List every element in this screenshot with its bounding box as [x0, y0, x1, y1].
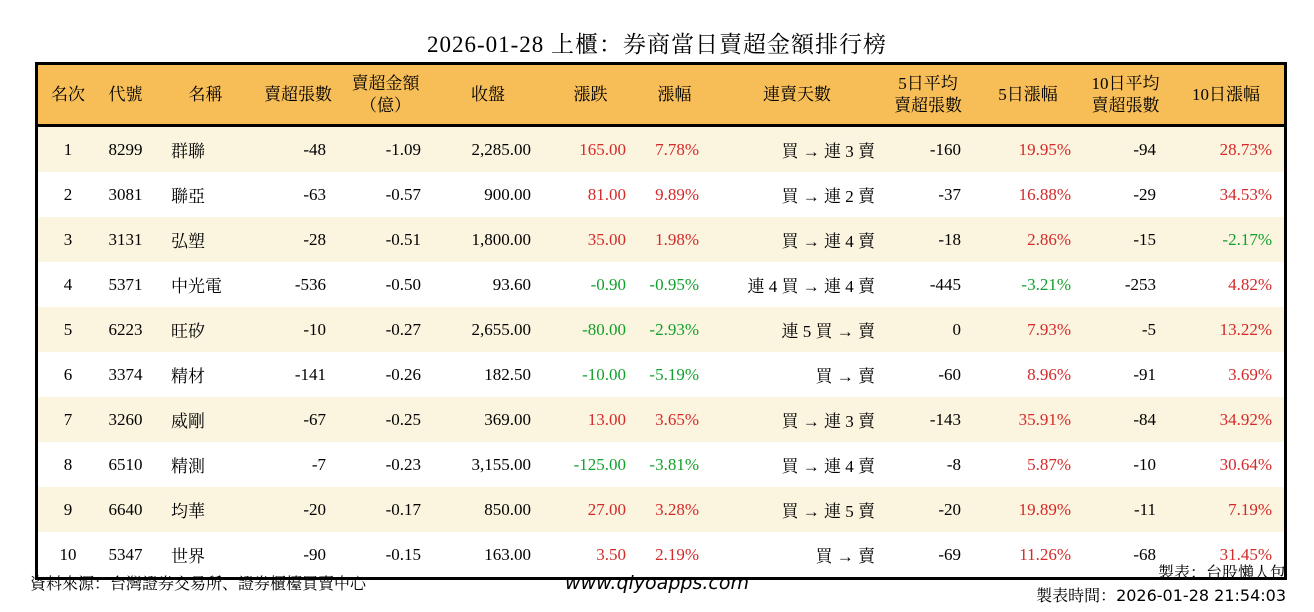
cell-sell_vol: -20: [303, 499, 326, 519]
cell-rank: 10: [59, 544, 77, 564]
cell-d10_pct: 7.19%: [1228, 499, 1272, 519]
cell-sell_amt: -0.15: [385, 544, 421, 564]
cell-close: 850.00: [484, 499, 531, 519]
cell-code: 6640: [108, 499, 143, 519]
cell-d5_pct: -3.21%: [1021, 274, 1071, 294]
cell-d5_vol: -8: [946, 454, 961, 474]
cell-name: 均華: [171, 502, 205, 521]
cell-rank: 1: [63, 139, 73, 159]
cell-chg_pct: 9.89%: [655, 184, 699, 204]
maker-label: 製表：台股懶人包: [1157, 563, 1286, 582]
cell-d5_pct: 8.96%: [1027, 364, 1071, 384]
cell-name: 聯亞: [171, 187, 205, 206]
cell-streak: 連 5 買 → 賣: [781, 322, 875, 341]
col-header-d5_vol: 5日平均 賣超張數: [883, 64, 973, 126]
cell-chg: 27.00: [587, 499, 626, 519]
data-source-note: 資料來源：台灣證券交易所、證券櫃檯買賣中心: [30, 576, 367, 593]
cell-close: 182.50: [484, 364, 531, 384]
cell-streak: 買 → 連 4 賣: [781, 457, 875, 476]
cell-chg_pct: 1.98%: [655, 229, 699, 249]
cell-d10_vol: -94: [1133, 139, 1156, 159]
cell-code: 6223: [108, 319, 143, 339]
credit-block: [1036, 561, 1286, 607]
cell-d5_vol: -60: [938, 364, 961, 384]
cell-sell_amt: -0.57: [385, 184, 421, 204]
col-header-sell_amt: 賣超金額 （億）: [338, 64, 433, 126]
cell-d10_pct: 3.69%: [1228, 364, 1272, 384]
cell-close: 93.60: [492, 274, 531, 294]
cell-d5_pct: 11.26%: [1019, 544, 1071, 564]
cell-code: 5371: [108, 274, 143, 294]
table-row: [37, 126, 1286, 173]
cell-chg: -10.00: [582, 364, 626, 384]
col-header-code: 代號: [98, 64, 153, 126]
col-header-chg: 漲跌: [543, 64, 638, 126]
made-time-label: 製表時間：2026-01-28 21:54:03: [1036, 586, 1286, 605]
cell-rank: 7: [63, 409, 73, 429]
cell-d10_pct: 4.82%: [1228, 274, 1272, 294]
col-header-name: 名稱: [153, 64, 258, 126]
cell-sell_amt: -0.25: [385, 409, 421, 429]
cell-chg_pct: -0.95%: [649, 274, 699, 294]
cell-d5_pct: 19.95%: [1018, 139, 1071, 159]
cell-chg: 3.50: [596, 544, 626, 564]
table-row: [37, 307, 1286, 352]
cell-sell_vol: -67: [303, 409, 326, 429]
cell-sell_amt: -0.26: [385, 364, 421, 384]
cell-chg_pct: -3.81%: [649, 454, 699, 474]
col-header-d10_pct: 10日漲幅: [1168, 64, 1286, 126]
cell-d5_pct: 16.88%: [1018, 184, 1071, 204]
table-row: [37, 487, 1286, 532]
cell-sell_vol: -90: [303, 544, 326, 564]
cell-code: 5347: [108, 544, 143, 564]
cell-name: 世界: [171, 547, 205, 566]
cell-sell_vol: -48: [303, 139, 326, 159]
cell-sell_vol: -141: [294, 364, 326, 384]
cell-d10_pct: 30.64%: [1219, 454, 1272, 474]
cell-d10_vol: -10: [1133, 454, 1156, 474]
cell-sell_vol: -28: [303, 229, 326, 249]
cell-chg: -125.00: [573, 454, 626, 474]
cell-sell_vol: -10: [303, 319, 326, 339]
cell-d5_vol: -160: [929, 139, 961, 159]
cell-name: 弘塑: [171, 232, 205, 251]
cell-d10_vol: -84: [1133, 409, 1156, 429]
cell-chg_pct: 2.19%: [655, 544, 699, 564]
header-row: [37, 64, 1286, 126]
cell-close: 900.00: [484, 184, 531, 204]
cell-d10_vol: -91: [1133, 364, 1156, 384]
cell-d5_vol: -445: [929, 274, 961, 294]
cell-rank: 9: [63, 499, 73, 519]
cell-streak: 買 → 連 3 賣: [781, 412, 875, 431]
col-header-d10_vol: 10日平均 賣超張數: [1083, 64, 1168, 126]
cell-sell_amt: -0.50: [385, 274, 421, 294]
cell-rank: 2: [63, 184, 73, 204]
cell-name: 中光電: [171, 277, 222, 296]
cell-sell_amt: -0.27: [385, 319, 421, 339]
cell-chg: 165.00: [579, 139, 626, 159]
cell-d10_pct: 34.92%: [1219, 409, 1272, 429]
cell-chg: 35.00: [587, 229, 626, 249]
cell-chg_pct: 7.78%: [655, 139, 699, 159]
cell-d10_pct: 34.53%: [1219, 184, 1272, 204]
cell-streak: 買 → 連 2 賣: [781, 187, 875, 206]
table-row: [37, 262, 1286, 307]
cell-rank: 4: [63, 274, 73, 294]
cell-streak: 連 4 買 → 連 4 賣: [747, 277, 875, 296]
cell-chg_pct: -5.19%: [649, 364, 699, 384]
cell-d5_vol: -20: [938, 499, 961, 519]
cell-close: 2,285.00: [471, 139, 531, 159]
cell-d10_pct: 31.45%: [1219, 544, 1272, 564]
cell-sell_amt: -1.09: [385, 139, 421, 159]
cell-close: 3,155.00: [471, 454, 531, 474]
ranking-table: [35, 62, 1287, 580]
table-row: [37, 397, 1286, 442]
col-header-streak: 連賣天數: [711, 64, 883, 126]
col-header-close: 收盤: [433, 64, 543, 126]
cell-d10_vol: -15: [1133, 229, 1156, 249]
cell-code: 6510: [108, 454, 143, 474]
cell-d5_vol: -69: [938, 544, 961, 564]
cell-d10_vol: -29: [1133, 184, 1156, 204]
cell-d5_pct: 5.87%: [1027, 454, 1071, 474]
cell-d5_pct: 7.93%: [1027, 319, 1071, 339]
cell-d10_vol: -253: [1124, 274, 1156, 294]
cell-d10_vol: -68: [1133, 544, 1156, 564]
cell-d10_vol: -5: [1141, 319, 1156, 339]
cell-streak: 買 → 連 4 賣: [781, 232, 875, 251]
cell-chg: -0.90: [590, 274, 626, 294]
cell-d10_pct: 28.73%: [1219, 139, 1272, 159]
cell-close: 2,655.00: [471, 319, 531, 339]
cell-code: 3131: [108, 229, 143, 249]
cell-close: 369.00: [484, 409, 531, 429]
cell-chg_pct: 3.28%: [655, 499, 699, 519]
table-body: [37, 126, 1286, 579]
cell-d5_pct: 35.91%: [1018, 409, 1071, 429]
cell-streak: 買 → 賣: [815, 367, 875, 386]
cell-chg: -80.00: [582, 319, 626, 339]
cell-name: 旺矽: [171, 322, 205, 341]
cell-d10_pct: 13.22%: [1219, 319, 1272, 339]
cell-d5_pct: 19.89%: [1018, 499, 1071, 519]
table-row: [37, 442, 1286, 487]
page-title: 2026-01-28 上櫃：券商當日賣超金額排行榜: [426, 32, 888, 57]
cell-d5_vol: -143: [929, 409, 961, 429]
cell-rank: 6: [63, 364, 73, 384]
cell-code: 3374: [108, 364, 143, 384]
website-url: www.qiyoapps.com: [565, 572, 749, 594]
col-header-sell_vol: 賣超張數: [258, 64, 338, 126]
cell-d10_vol: -11: [1133, 499, 1156, 519]
table-row: [37, 172, 1286, 217]
cell-streak: 買 → 連 3 賣: [781, 142, 875, 161]
cell-close: 163.00: [484, 544, 531, 564]
cell-code: 3260: [108, 409, 143, 429]
cell-sell_vol: -7: [311, 454, 326, 474]
cell-name: 精測: [171, 457, 205, 476]
cell-rank: 5: [63, 319, 73, 339]
cell-streak: 買 → 連 5 賣: [781, 502, 875, 521]
cell-name: 精材: [171, 367, 205, 386]
cell-chg_pct: -2.93%: [649, 319, 699, 339]
cell-name: 威剛: [171, 412, 205, 431]
cell-close: 1,800.00: [471, 229, 531, 249]
table-row: [37, 217, 1286, 262]
cell-sell_amt: -0.17: [385, 499, 421, 519]
table-header: [37, 64, 1286, 126]
col-header-d5_pct: 5日漲幅: [973, 64, 1083, 126]
col-header-rank: 名次: [37, 64, 99, 126]
cell-name: 群聯: [171, 142, 205, 161]
cell-code: 3081: [108, 184, 143, 204]
cell-chg_pct: 3.65%: [655, 409, 699, 429]
cell-d10_pct: -2.17%: [1222, 229, 1272, 249]
cell-rank: 3: [63, 229, 73, 249]
cell-rank: 8: [63, 454, 73, 474]
table-row: [37, 352, 1286, 397]
cell-d5_vol: -37: [938, 184, 961, 204]
cell-chg: 13.00: [587, 409, 626, 429]
cell-streak: 買 → 賣: [815, 547, 875, 566]
cell-d5_pct: 2.86%: [1027, 229, 1071, 249]
cell-sell_vol: -536: [294, 274, 326, 294]
cell-sell_amt: -0.23: [385, 454, 421, 474]
cell-sell_amt: -0.51: [385, 229, 421, 249]
cell-chg: 81.00: [587, 184, 626, 204]
cell-code: 8299: [108, 139, 143, 159]
cell-sell_vol: -63: [303, 184, 326, 204]
cell-d5_vol: -18: [938, 229, 961, 249]
col-header-chg_pct: 漲幅: [638, 64, 711, 126]
cell-d5_vol: 0: [952, 319, 961, 339]
